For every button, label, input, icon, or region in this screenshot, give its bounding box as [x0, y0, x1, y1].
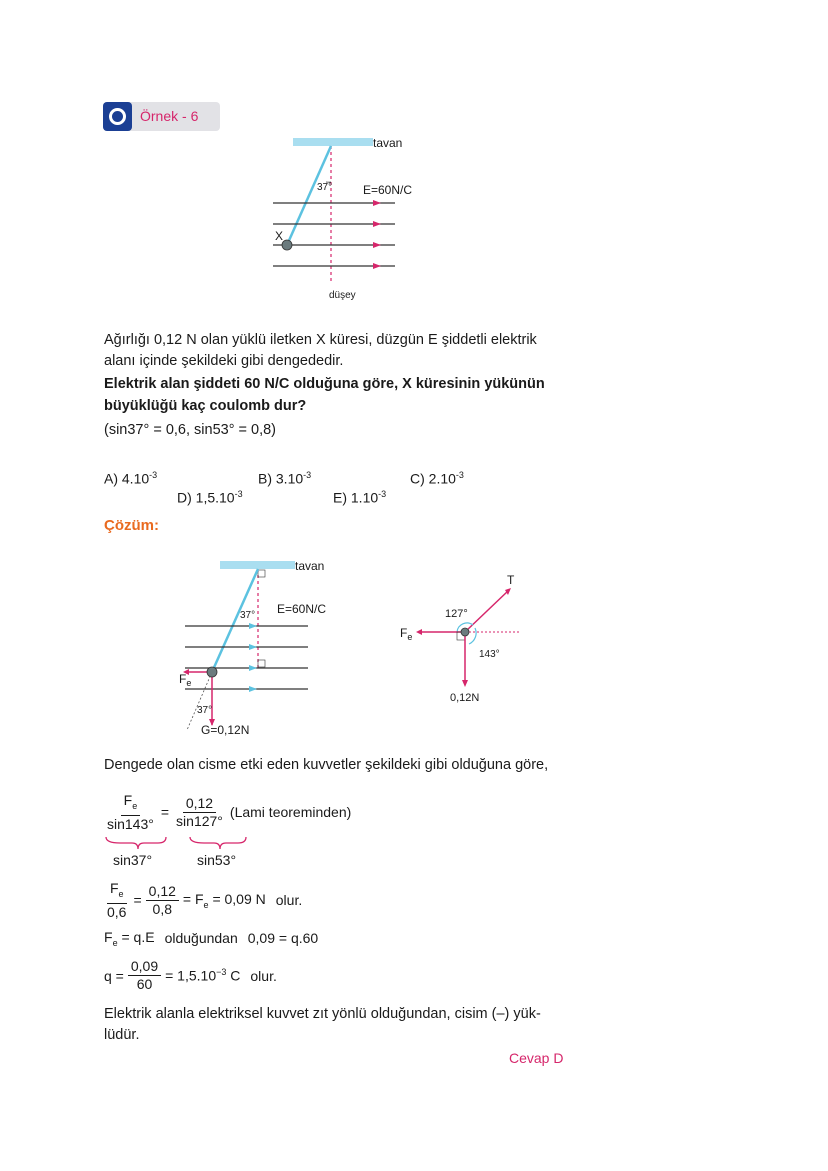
weight-label: G=0,12N — [201, 723, 250, 737]
ceiling-label: tavan — [373, 136, 403, 150]
tension-arrow — [465, 590, 509, 632]
angle-bottom-label: 37° — [197, 705, 213, 716]
field-arrow-4 — [249, 686, 257, 692]
answer-label: Cevap D — [509, 1050, 564, 1066]
solution-title: Çözüm: — [104, 517, 159, 534]
field-arrow-1 — [249, 623, 257, 629]
right-angle-mid — [258, 660, 265, 667]
tension-label: T — [507, 573, 515, 587]
brace-2-label: sin53° — [197, 852, 237, 868]
ball — [207, 667, 217, 677]
option-c[interactable]: C) $2.10^{-3}$ — [410, 470, 464, 487]
right-angle-top — [258, 570, 265, 577]
force-label: $F_e$ — [179, 672, 192, 688]
field-arrow-1 — [373, 200, 381, 206]
force-arrow-head — [416, 629, 422, 635]
equation-3: $F_e = q.E$ olduğundan 0,09 = q.60 — [104, 929, 319, 948]
brace-2 — [190, 837, 246, 849]
option-a[interactable]: A) $4.10^{-3}$ — [104, 470, 158, 487]
lami-fraction-1: $\frac{F_e}{\sin 143^\circ}$ — [107, 792, 154, 832]
brace-1 — [106, 837, 166, 849]
ceiling-label: tavan — [295, 559, 325, 573]
question-line-1: Ağırlığı 0,12 N olan yüklü iletken X küresi, düzgün E şiddetli elektrik — [104, 332, 537, 348]
lami-equation: $\frac{F_e}{\sin 143^\circ}$ = $\frac{0,12}{\sin 127^\circ}$ (Lami teoreminden) — [104, 792, 351, 833]
option-d[interactable]: D) $1,5.10^{-3}$ — [177, 489, 243, 506]
field-arrow-2 — [373, 221, 381, 227]
angle-label: 37° — [317, 182, 333, 193]
underbraces — [104, 835, 249, 851]
ball-x — [282, 240, 292, 250]
brace-1-label: sin37° — [113, 852, 153, 868]
angle-143-label: 143° — [479, 649, 500, 660]
ceiling-bar — [220, 561, 295, 569]
field-label: E=60N/C — [277, 602, 327, 616]
figure-2-diagram — [175, 555, 335, 740]
string — [287, 146, 331, 245]
question-line-2: alanı içinde şekildeki gibi dengededir. — [104, 353, 344, 369]
option-b[interactable]: B) $3.10^{-3}$ — [258, 470, 312, 487]
final-line-1: Elektrik alanla elektriksel kuvvet zıt yönlü olduğundan, cisim (–) yük- — [104, 1006, 541, 1022]
option-e[interactable]: E) $1.10^{-3}$ — [333, 489, 387, 506]
ball — [461, 628, 469, 636]
field-arrow-3 — [249, 665, 257, 671]
lami-fraction-2: $\frac{0,12}{\sin 127^\circ}$ — [176, 794, 223, 829]
final-line-2: lüdür. — [104, 1027, 140, 1043]
figure-3-force-diagram — [395, 570, 535, 710]
figure-1-diagram — [265, 130, 445, 305]
field-arrow-4 — [373, 263, 381, 269]
example-icon — [103, 102, 132, 131]
field-arrow-2 — [249, 644, 257, 650]
equation-4: q = $\frac{0,09}{60}$ = $1,5.10^{-3}$ C olur. — [104, 958, 277, 992]
field-label: E=60N/C — [363, 183, 413, 197]
weight-label: 0,12N — [450, 692, 480, 704]
question-bold-line-2: büyüklüğü kaç coulomb dur? — [104, 398, 307, 414]
angle-top-label: 37° — [240, 610, 256, 621]
angle-143-arc — [469, 628, 476, 644]
lami-note: (Lami teoreminden) — [229, 804, 352, 821]
weight-arrow-head — [462, 680, 468, 687]
field-arrow-3 — [373, 242, 381, 248]
given-values: (sin37° = 0,6, sin53° = 0,8) — [104, 422, 277, 438]
ceiling-bar — [293, 138, 373, 146]
equation-2: $\frac{F_e}{0,6}$ = $\frac{0,12}{0,8}$ = $F_e = 0,09$ N olur. — [107, 880, 303, 920]
ball-label: X — [275, 229, 284, 243]
force-label: $F_e$ — [400, 626, 413, 642]
example-title: Örnek - 6 — [140, 108, 199, 124]
solution-intro: Dengede olan cisme etki eden kuvvetler şekildeki gibi olduğuna göre, — [104, 757, 549, 773]
angle-127-label: 127° — [445, 608, 468, 620]
vertical-label: düşey — [329, 290, 356, 301]
question-bold-line-1: Elektrik alan şiddeti 60 N/C olduğuna göre, X küresinin yükünün — [104, 376, 545, 392]
